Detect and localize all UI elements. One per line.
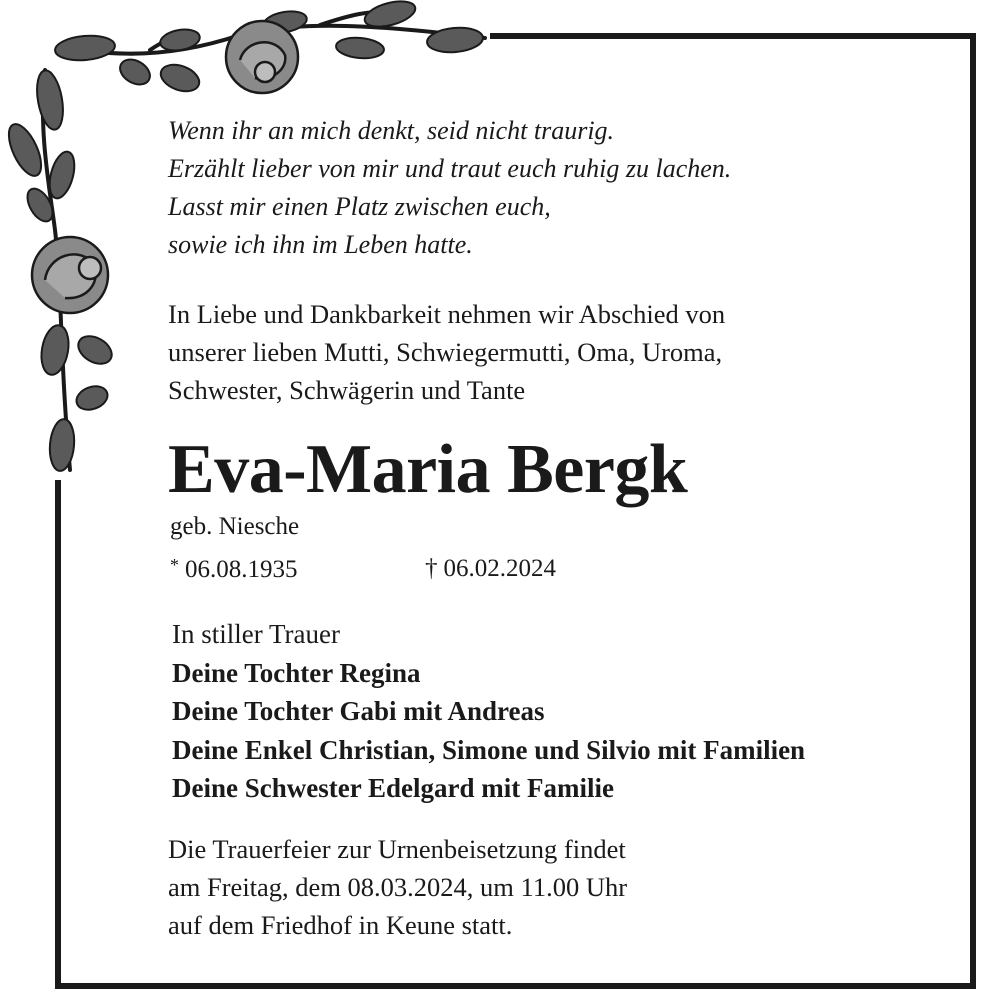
- ceremony-line: Die Trauerfeier zur Urnenbeisetzung findet: [168, 834, 626, 864]
- poem-line: sowie ich ihn im Leben hatte.: [168, 230, 473, 259]
- ceremony-info: [168, 830, 627, 944]
- mourner-line: Deine Tochter Regina: [172, 657, 421, 688]
- poem-line: Erzählt lieber von mir und traut euch ruhig zu lachen.: [168, 154, 732, 183]
- mourner-line: Deine Tochter Gabi mit Andreas: [172, 696, 545, 726]
- poem: [168, 112, 731, 264]
- intro-line: Schwester, Schwägerin und Tante: [168, 375, 526, 405]
- mourners: [172, 615, 805, 808]
- intro-line: In Liebe und Dankbarkeit nehmen wir Abschied von: [168, 299, 726, 329]
- birth-name: geb. Niesche: [170, 513, 300, 540]
- ceremony-line: auf dem Friedhof in Keune statt.: [168, 910, 513, 940]
- birth-date-value: 06.08.1935: [185, 556, 298, 583]
- death-symbol: †: [425, 555, 438, 582]
- poem-line: Wenn ihr an mich denkt, seid nicht traurig.: [168, 116, 615, 145]
- intro-line: unserer lieben Mutti, Schwiegermutti, Oma, Uroma,: [168, 337, 723, 367]
- birth-symbol: *: [170, 555, 179, 575]
- death-date: [425, 555, 556, 583]
- mourners-heading: In stiller Trauer: [172, 619, 340, 649]
- farewell-intro: [168, 295, 725, 409]
- deceased-name: Eva-Maria Bergk: [168, 431, 688, 508]
- mourner-line: Deine Enkel Christian, Simone und Silvio mit Familien: [172, 734, 806, 765]
- mourner-line: Deine Schwester Edelgard mit Familie: [172, 773, 614, 803]
- birth-date: [170, 555, 298, 584]
- death-date-value: 06.02.2024: [443, 555, 556, 582]
- ceremony-line: am Freitag, dem 08.03.2024, um 11.00 Uhr: [168, 872, 628, 902]
- poem-line: Lasst mir einen Platz zwischen euch,: [168, 192, 551, 221]
